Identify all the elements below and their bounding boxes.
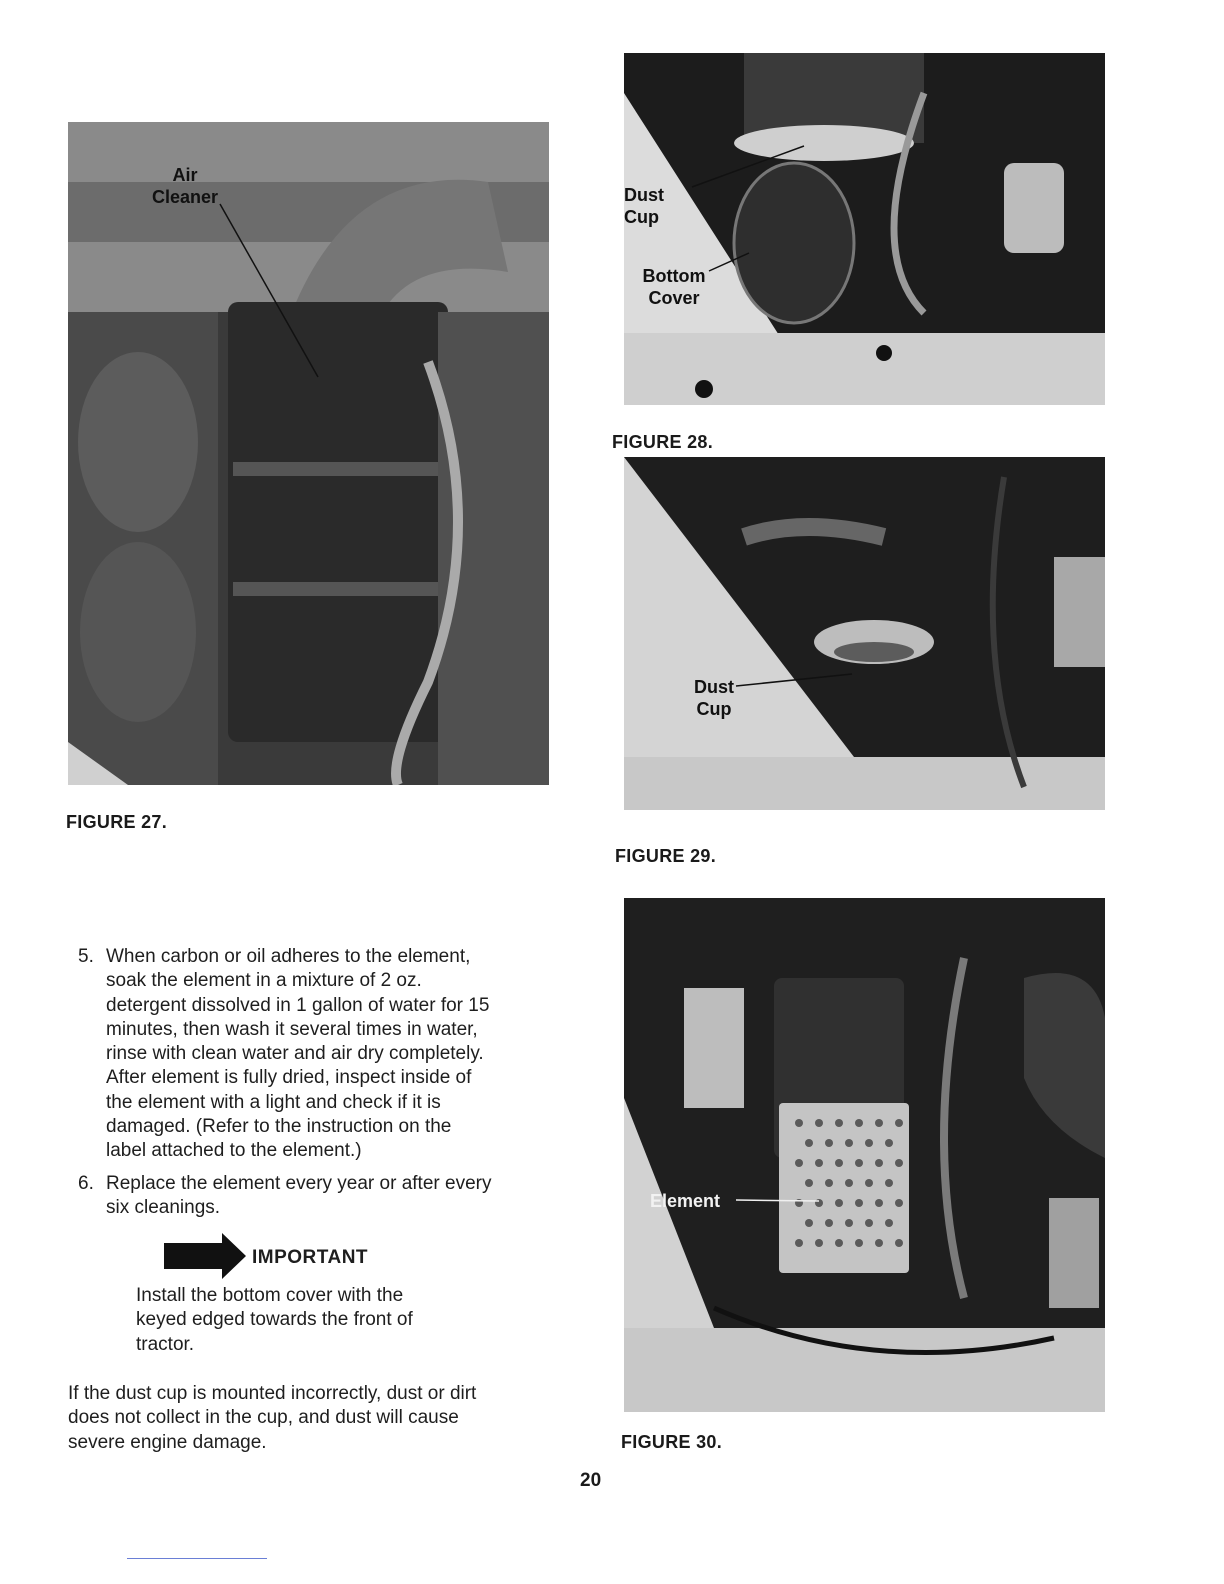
callout-line: Air <box>172 165 198 185</box>
step-line: After element is fully dried, inspect inside of <box>106 1067 472 1089</box>
step-list <box>68 945 560 1220</box>
footer-rule <box>127 1558 267 1559</box>
step-line: detergent dissolved in 1 gallon of water for 15 <box>106 994 490 1016</box>
step-number: 6. <box>78 1172 94 1194</box>
step-5 <box>68 945 560 1164</box>
callout-line: Bottom <box>642 266 706 286</box>
callout-line: Cover <box>648 288 700 308</box>
warning-line: If the dust cup is mounted incorrectly, dust or dirt <box>68 1383 477 1404</box>
step-number: 5. <box>78 946 94 967</box>
warning-line: severe engine damage. <box>68 1431 267 1453</box>
step-line: Replace the element every year or after every <box>106 1172 492 1194</box>
figure-28-caption: FIGURE 28. <box>612 432 714 452</box>
step-line: soak the element in a mixture of 2 oz. <box>106 970 422 992</box>
step-line: six cleanings. <box>106 1196 221 1218</box>
figure-27-leader-line <box>68 122 549 785</box>
page-number: 20 <box>580 1470 602 1491</box>
important-arrow-icon <box>164 1233 246 1279</box>
important-line: tractor. <box>136 1333 195 1355</box>
callout-line: Cup <box>624 207 659 227</box>
important-text <box>136 1284 496 1357</box>
step-line: damaged. (Refer to the instruction on the <box>106 1116 452 1138</box>
important-line: keyed edged towards the front of <box>136 1309 413 1331</box>
callout-line: Element <box>650 1191 721 1211</box>
figure-27-air-cleaner-label <box>140 164 230 208</box>
warning-line: does not collect in the cup, and dust will cause <box>68 1407 459 1429</box>
warning-paragraph <box>68 1382 560 1455</box>
figure-30-element-label <box>650 1190 720 1212</box>
step-6 <box>68 1172 560 1221</box>
callout-line: Dust <box>624 185 664 205</box>
figure-29-caption: FIGURE 29. <box>615 846 717 866</box>
step-line: minutes, then wash it several times in water, <box>106 1018 478 1040</box>
figure-28-leader-lines <box>624 53 1105 405</box>
step-line: rinse with clean water and air dry completely. <box>106 1043 484 1065</box>
step-line: label attached to the element.) <box>106 1140 362 1162</box>
step-line: the element with a light and check if it is <box>106 1091 441 1113</box>
figure-28-bottom-cover-label <box>634 265 714 309</box>
figure-29-dust-cup-label <box>688 676 740 720</box>
figure-27-caption: FIGURE 27. <box>66 812 168 832</box>
callout-line: Cleaner <box>151 187 219 207</box>
figure-29-leader-line <box>624 457 1105 810</box>
important-heading: IMPORTANT <box>252 1247 369 1268</box>
figure-28-dust-cup-label <box>624 184 676 228</box>
callout-line: Dust <box>694 677 734 697</box>
figure-30-leader-line <box>624 898 1105 1412</box>
important-line: Install the bottom cover with the <box>136 1285 404 1306</box>
figure-30-caption: FIGURE 30. <box>621 1432 723 1452</box>
callout-line: Cup <box>696 699 732 719</box>
step-line: When carbon or oil adheres to the element, <box>106 946 471 967</box>
